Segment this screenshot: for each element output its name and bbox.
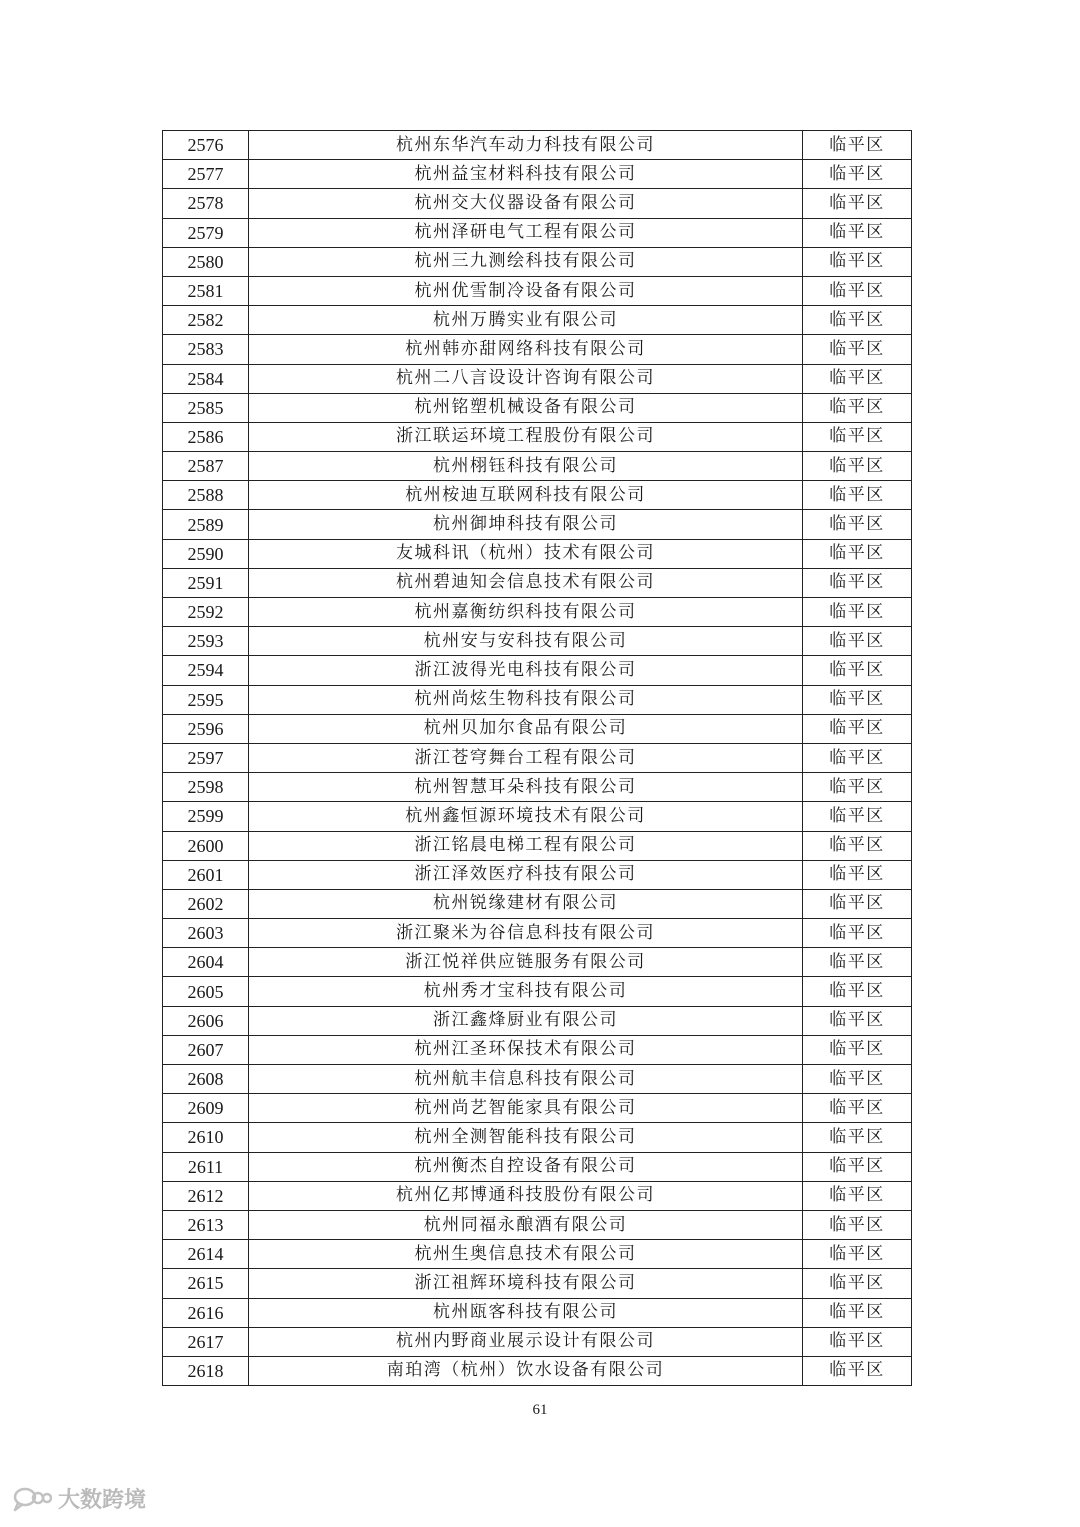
company-name: 杭州优雪制冷设备有限公司 <box>249 276 803 305</box>
company-name: 杭州御坤科技有限公司 <box>249 510 803 539</box>
row-number: 2613 <box>163 1210 249 1239</box>
table-row <box>163 714 912 743</box>
row-number: 2586 <box>163 422 249 451</box>
company-name: 浙江铭晨电梯工程有限公司 <box>249 831 803 860</box>
row-number: 2615 <box>163 1269 249 1298</box>
company-name: 杭州碧迪知会信息技术有限公司 <box>249 568 803 597</box>
row-number: 2600 <box>163 831 249 860</box>
row-number: 2608 <box>163 1065 249 1094</box>
district: 临平区 <box>803 306 912 335</box>
district: 临平区 <box>803 510 912 539</box>
table-row <box>163 393 912 422</box>
page-number: 61 <box>532 1402 548 1418</box>
company-name: 浙江祖辉环境科技有限公司 <box>249 1269 803 1298</box>
company-name: 杭州桉迪互联网科技有限公司 <box>249 481 803 510</box>
district: 临平区 <box>803 276 912 305</box>
table-row <box>163 481 912 510</box>
district: 临平区 <box>803 422 912 451</box>
district: 临平区 <box>803 598 912 627</box>
row-number: 2609 <box>163 1094 249 1123</box>
district: 临平区 <box>803 889 912 918</box>
district: 临平区 <box>803 714 912 743</box>
table-row <box>163 189 912 218</box>
row-number: 2584 <box>163 364 249 393</box>
table-row <box>163 1356 912 1385</box>
company-name: 杭州秀才宝科技有限公司 <box>249 977 803 1006</box>
company-name: 南珀湾（杭州）饮水设备有限公司 <box>249 1356 803 1385</box>
row-number: 2612 <box>163 1181 249 1210</box>
table-row <box>163 568 912 597</box>
table-row <box>163 860 912 889</box>
row-number: 2618 <box>163 1356 249 1385</box>
company-name: 杭州航丰信息科技有限公司 <box>249 1065 803 1094</box>
district: 临平区 <box>803 1240 912 1269</box>
table-row <box>163 802 912 831</box>
watermark <box>12 1483 146 1514</box>
district: 临平区 <box>803 1065 912 1094</box>
row-number: 2591 <box>163 568 249 597</box>
district: 临平区 <box>803 627 912 656</box>
district: 临平区 <box>803 1006 912 1035</box>
district: 临平区 <box>803 218 912 247</box>
table-row <box>163 452 912 481</box>
district: 临平区 <box>803 364 912 393</box>
row-number: 2599 <box>163 802 249 831</box>
district: 临平区 <box>803 1298 912 1327</box>
company-name: 杭州亿邦博通科技股份有限公司 <box>249 1181 803 1210</box>
company-name: 杭州贝加尔食品有限公司 <box>249 714 803 743</box>
district: 临平区 <box>803 1181 912 1210</box>
company-name: 杭州安与安科技有限公司 <box>249 627 803 656</box>
table-row <box>163 335 912 364</box>
district: 临平区 <box>803 568 912 597</box>
table-row <box>163 1123 912 1152</box>
company-name: 浙江泽效医疗科技有限公司 <box>249 860 803 889</box>
row-number: 2598 <box>163 773 249 802</box>
row-number: 2603 <box>163 919 249 948</box>
table-row <box>163 977 912 1006</box>
row-number: 2607 <box>163 1035 249 1064</box>
company-name: 杭州全测智能科技有限公司 <box>249 1123 803 1152</box>
row-number: 2604 <box>163 948 249 977</box>
company-name: 浙江悦祥供应链服务有限公司 <box>249 948 803 977</box>
company-name: 杭州泽研电气工程有限公司 <box>249 218 803 247</box>
table-row <box>163 1240 912 1269</box>
company-name: 杭州三九测绘科技有限公司 <box>249 247 803 276</box>
company-name: 杭州尚炫生物科技有限公司 <box>249 685 803 714</box>
table-row <box>163 685 912 714</box>
table-row <box>163 1006 912 1035</box>
district: 临平区 <box>803 977 912 1006</box>
company-name: 杭州瓯客科技有限公司 <box>249 1298 803 1327</box>
district: 临平区 <box>803 189 912 218</box>
watermark-text: 大数跨境 <box>58 1488 147 1513</box>
table-row <box>163 831 912 860</box>
company-name: 杭州锐缘建材有限公司 <box>249 889 803 918</box>
company-name: 杭州交大仪器设备有限公司 <box>249 189 803 218</box>
table-row <box>163 422 912 451</box>
district: 临平区 <box>803 452 912 481</box>
table-row <box>163 1094 912 1123</box>
table-row <box>163 1269 912 1298</box>
row-number: 2581 <box>163 276 249 305</box>
table-row <box>163 218 912 247</box>
district: 临平区 <box>803 1094 912 1123</box>
company-name: 杭州智慧耳朵科技有限公司 <box>249 773 803 802</box>
table-row <box>163 1181 912 1210</box>
table-row <box>163 364 912 393</box>
district: 临平区 <box>803 393 912 422</box>
row-number: 2606 <box>163 1006 249 1035</box>
company-name: 浙江波得光电科技有限公司 <box>249 656 803 685</box>
district: 临平区 <box>803 1210 912 1239</box>
row-number: 2617 <box>163 1327 249 1356</box>
row-number: 2578 <box>163 189 249 218</box>
company-name: 杭州万腾实业有限公司 <box>249 306 803 335</box>
district: 临平区 <box>803 948 912 977</box>
row-number: 2593 <box>163 627 249 656</box>
row-number: 2602 <box>163 889 249 918</box>
table-row <box>163 598 912 627</box>
company-name: 杭州栩钰科技有限公司 <box>249 452 803 481</box>
row-number: 2587 <box>163 452 249 481</box>
table-row <box>163 656 912 685</box>
district: 临平区 <box>803 1152 912 1181</box>
district: 临平区 <box>803 656 912 685</box>
company-name: 杭州益宝材料科技有限公司 <box>249 160 803 189</box>
table-row <box>163 539 912 568</box>
row-number: 2576 <box>163 131 249 160</box>
table-row <box>163 160 912 189</box>
table-row <box>163 276 912 305</box>
row-number: 2594 <box>163 656 249 685</box>
district: 临平区 <box>803 131 912 160</box>
company-name: 杭州生奥信息技术有限公司 <box>249 1240 803 1269</box>
row-number: 2585 <box>163 393 249 422</box>
company-name: 杭州东华汽车动力科技有限公司 <box>249 131 803 160</box>
district: 临平区 <box>803 685 912 714</box>
row-number: 2577 <box>163 160 249 189</box>
district: 临平区 <box>803 481 912 510</box>
row-number: 2590 <box>163 539 249 568</box>
row-number: 2582 <box>163 306 249 335</box>
table-row <box>163 1298 912 1327</box>
company-name: 浙江鑫烽厨业有限公司 <box>249 1006 803 1035</box>
table-row <box>163 919 912 948</box>
table-row <box>163 773 912 802</box>
table-row <box>163 743 912 772</box>
district: 临平区 <box>803 1123 912 1152</box>
district: 临平区 <box>803 1356 912 1385</box>
row-number: 2597 <box>163 743 249 772</box>
company-list-table <box>162 130 912 1386</box>
district: 临平区 <box>803 860 912 889</box>
table-row <box>163 1152 912 1181</box>
district: 临平区 <box>803 1035 912 1064</box>
company-name: 杭州同福永酿酒有限公司 <box>249 1210 803 1239</box>
table-row <box>163 247 912 276</box>
district: 临平区 <box>803 160 912 189</box>
company-name: 杭州铭塑机械设备有限公司 <box>249 393 803 422</box>
row-number: 2588 <box>163 481 249 510</box>
company-name: 杭州鑫恒源环境技术有限公司 <box>249 802 803 831</box>
company-name: 浙江苍穹舞台工程有限公司 <box>249 743 803 772</box>
company-name: 浙江聚米为谷信息科技有限公司 <box>249 919 803 948</box>
row-number: 2601 <box>163 860 249 889</box>
row-number: 2611 <box>163 1152 249 1181</box>
row-number: 2580 <box>163 247 249 276</box>
row-number: 2614 <box>163 1240 249 1269</box>
district: 临平区 <box>803 831 912 860</box>
table-row <box>163 948 912 977</box>
table-row <box>163 1327 912 1356</box>
table-row <box>163 1065 912 1094</box>
table-row <box>163 889 912 918</box>
speech-bubble-logo-icon <box>12 1485 52 1513</box>
row-number: 2595 <box>163 685 249 714</box>
district: 临平区 <box>803 335 912 364</box>
table-row <box>163 306 912 335</box>
company-name: 杭州衡杰自控设备有限公司 <box>249 1152 803 1181</box>
table-row <box>163 510 912 539</box>
table-body <box>163 131 912 1386</box>
district: 临平区 <box>803 1269 912 1298</box>
table-row <box>163 1035 912 1064</box>
district: 临平区 <box>803 773 912 802</box>
company-name: 杭州内野商业展示设计有限公司 <box>249 1327 803 1356</box>
district: 临平区 <box>803 802 912 831</box>
company-name: 杭州韩亦甜网络科技有限公司 <box>249 335 803 364</box>
company-name: 杭州江圣环保技术有限公司 <box>249 1035 803 1064</box>
row-number: 2616 <box>163 1298 249 1327</box>
company-name: 浙江联运环境工程股份有限公司 <box>249 422 803 451</box>
row-number: 2610 <box>163 1123 249 1152</box>
table-row <box>163 1210 912 1239</box>
row-number: 2579 <box>163 218 249 247</box>
row-number: 2589 <box>163 510 249 539</box>
table-row <box>163 131 912 160</box>
district: 临平区 <box>803 743 912 772</box>
table-row <box>163 627 912 656</box>
row-number: 2596 <box>163 714 249 743</box>
row-number: 2592 <box>163 598 249 627</box>
district: 临平区 <box>803 539 912 568</box>
district: 临平区 <box>803 1327 912 1356</box>
district: 临平区 <box>803 919 912 948</box>
district: 临平区 <box>803 247 912 276</box>
company-name: 杭州二八言设设计咨询有限公司 <box>249 364 803 393</box>
company-name: 杭州尚艺智能家具有限公司 <box>249 1094 803 1123</box>
row-number: 2605 <box>163 977 249 1006</box>
row-number: 2583 <box>163 335 249 364</box>
company-name: 友城科讯（杭州）技术有限公司 <box>249 539 803 568</box>
company-name: 杭州嘉衡纺织科技有限公司 <box>249 598 803 627</box>
